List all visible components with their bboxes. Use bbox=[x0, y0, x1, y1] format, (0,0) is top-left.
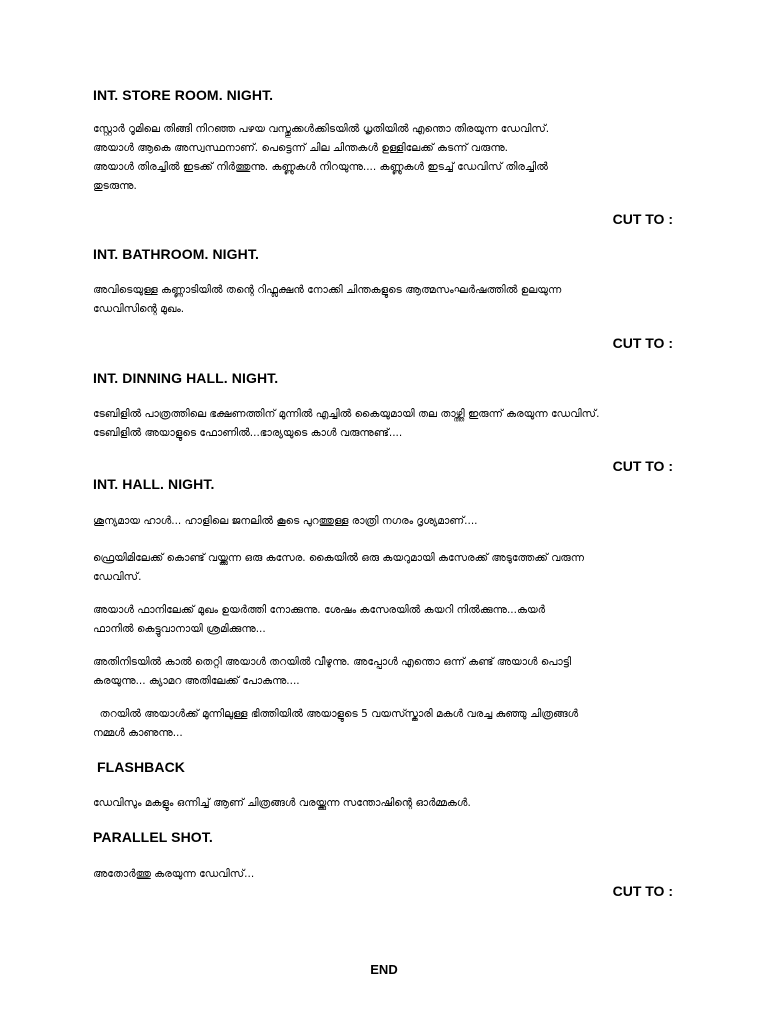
action-line: അയാൾ ആകെ അസ്വസ്ഥനാണ്. പെട്ടെന്ന് ചില ചിന്തകൾ ഉള്ളിലേക്ക് കടന്ന് വരുന്നു. bbox=[93, 142, 508, 154]
transition-cut-to: CUT TO : bbox=[612, 883, 673, 899]
action-line: നമ്മൾ കാണുന്നു... bbox=[93, 727, 183, 739]
action-line: തുടരുന്നു. bbox=[93, 180, 137, 192]
scene-heading-dinning-hall: INT. DINNING HALL. NIGHT. bbox=[93, 370, 279, 386]
action-line: തറയിൽ അയാൾക്ക് മുന്നിലുള്ള ഭിത്തിയിൽ അയാളുടെ 5 വയസ്സ്കാരി മകൾ വരച്ച കുഞ്ഞു ചിത്രങ്ങൾ bbox=[93, 708, 579, 720]
action-line: ടേബിളിൽ അയാളുടെ ഫോണിൽ...ഭാര്യയുടെ കാൾ വരുന്നുണ്ട്.... bbox=[93, 427, 403, 439]
scene-action-hall-1 bbox=[93, 512, 673, 531]
scene-action-store-room bbox=[93, 120, 673, 196]
scene-action-flashback bbox=[93, 794, 673, 813]
end-label: END bbox=[370, 962, 398, 977]
scene-heading-flashback: FLASHBACK bbox=[97, 759, 186, 775]
scene-action-hall-4 bbox=[93, 653, 673, 691]
action-line: ഡേവിസ്. bbox=[93, 571, 142, 583]
action-line: ഡേവിസും മകളും ഒന്നിച്ച് ആണ് ചിത്രങ്ങൾ വരയ്ക്കുന്ന സന്തോഷിന്റെ ഓർമ്മകൾ. bbox=[93, 797, 471, 809]
scene-action-hall-3 bbox=[93, 601, 673, 639]
action-line: ടേബിളിൽ പാത്രത്തിലെ ഭക്ഷണത്തിന് മുന്നിൽ എച്ചിൽ കൈയുമായി തല താഴ്ത്തി ഇരുന്ന് കരയുന്ന ഡേവിസ്. bbox=[93, 408, 600, 420]
scene-heading-parallel-shot: PARALLEL SHOT. bbox=[93, 829, 213, 845]
action-line: ഡേവിസിന്റെ മുഖം. bbox=[93, 303, 185, 315]
action-line: അതോർത്തു കരയുന്ന ഡേവിസ്... bbox=[93, 868, 255, 880]
scene-action-hall-5 bbox=[93, 705, 673, 743]
scene-heading-bathroom: INT. BATHROOM. NIGHT. bbox=[93, 246, 259, 262]
action-line: അവിടെയുള്ള കണ്ണാടിയിൽ തന്റെ റിഫ്ലക്ഷൻ നോക്കി ചിന്തകളുടെ ആത്മസംഘർഷത്തിൽ ഉലയുന്ന bbox=[93, 284, 562, 296]
transition-cut-to: CUT TO : bbox=[612, 211, 673, 227]
action-line: അതിനിടയിൽ കാൽ തെറ്റി അയാൾ തറയിൽ വീഴുന്നു. അപ്പോൾ എന്തൊ ഒന്ന് കണ്ട് അയാൾ പൊട്ടി bbox=[93, 656, 572, 668]
scene-action-parallel-shot bbox=[93, 865, 673, 884]
action-line: ശൂന്യമായ ഹാൾ... ഹാളിലെ ജനലിൽ കൂടെ പുറത്തുള്ള രാത്രി നഗരം ദൃശ്യമാണ്.... bbox=[93, 515, 478, 527]
scene-action-bathroom bbox=[93, 281, 673, 319]
action-line: കരയുന്നു... ക്യാമറ അതിലേക്ക് പോകുന്നു.... bbox=[93, 675, 300, 687]
transition-cut-to: CUT TO : bbox=[612, 458, 673, 474]
scene-heading-hall: INT. HALL. NIGHT. bbox=[93, 476, 215, 492]
scene-action-hall-2 bbox=[93, 549, 673, 587]
scene-action-dinning-hall bbox=[93, 405, 673, 443]
action-line: ഫാനിൽ കെട്ടുവാനായി ശ്രമിക്കുന്നു... bbox=[93, 623, 266, 635]
action-line: ഫ്രെയിമിലേക്ക് കൊണ്ട് വയ്ക്കുന്ന ഒരു കസേര. കൈയിൽ ഒരു കയറുമായി കസേരക്ക് അടുത്തേക്ക് വരുന്ന bbox=[93, 552, 584, 564]
action-line: അയാൾ തിരച്ചിൽ ഇടക്ക് നിർത്തുന്നു. കണ്ണുകൾ നിറയുന്നു.... കണ്ണുകൾ ഇടച്ച് ഡേവിസ് തിരച്ചിൽ bbox=[93, 161, 548, 173]
scene-heading-store-room: INT. STORE ROOM. NIGHT. bbox=[93, 87, 274, 103]
action-line: സ്റ്റോർ റൂമിലെ തിങ്ങി നിറഞ്ഞ പഴയ വസ്തുക്കൾക്കിടയിൽ ധൃതിയിൽ എന്തൊ തിരയുന്ന ഡേവിസ്. bbox=[93, 123, 550, 135]
action-line: അയാൾ ഫാനിലേക്ക് മുഖം ഉയർത്തി നോക്കുന്നു. ശേഷം കസേരയിൽ കയറി നിൽക്കുന്നു...കയർ bbox=[93, 604, 546, 616]
transition-cut-to: CUT TO : bbox=[612, 335, 673, 351]
